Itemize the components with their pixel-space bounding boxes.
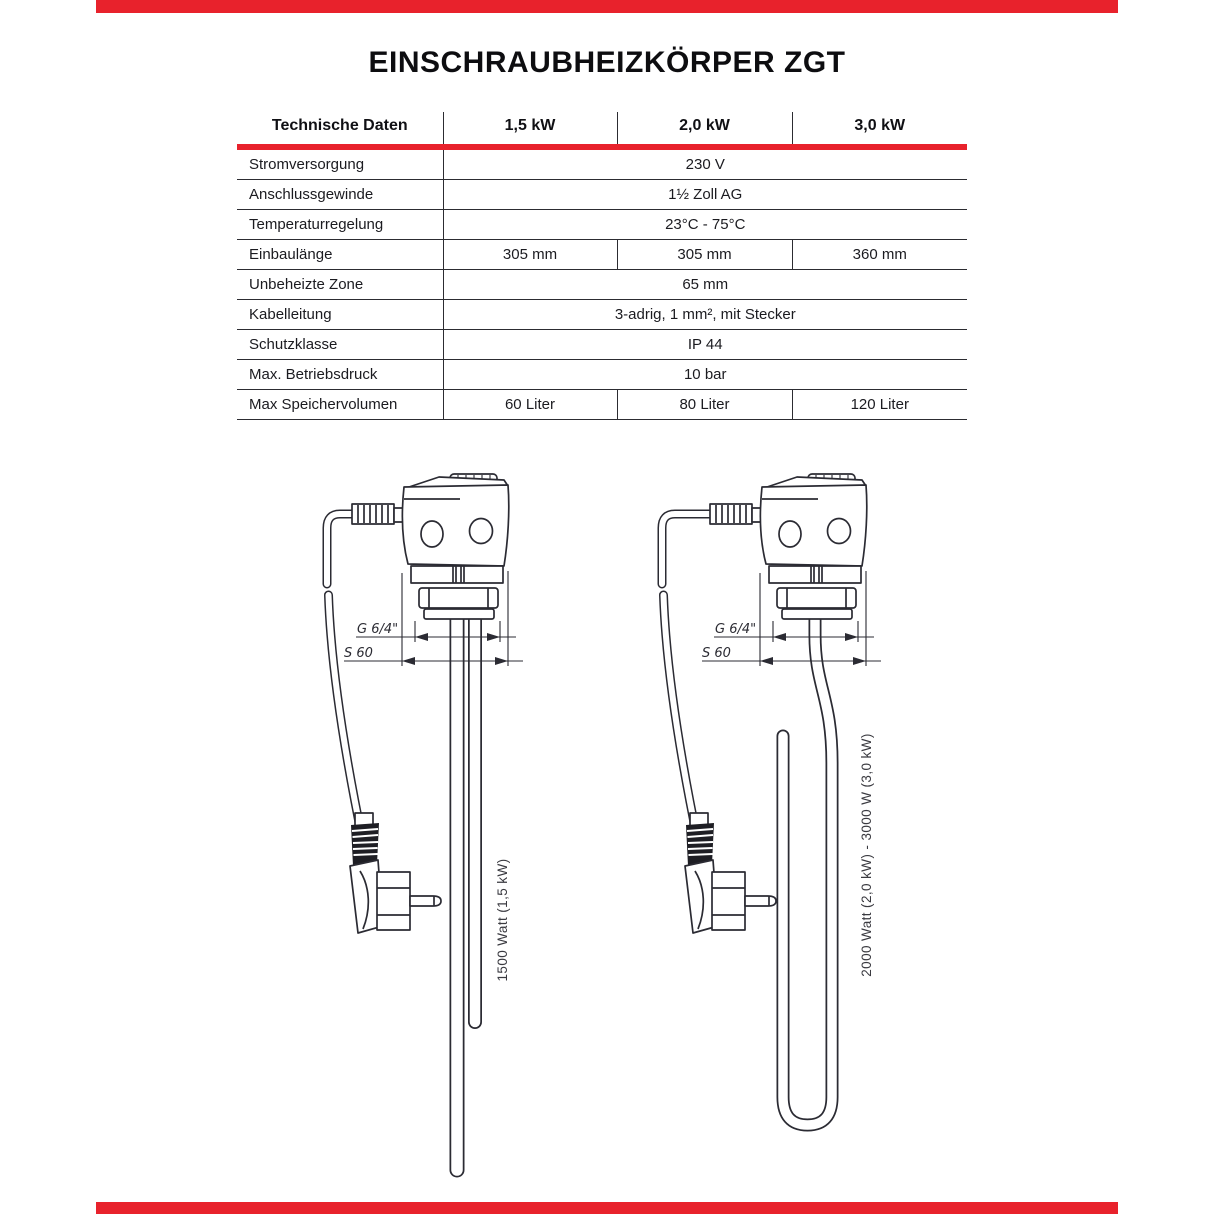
- header-1-5kw: 1,5 kW: [443, 112, 617, 147]
- table-row: [237, 300, 967, 330]
- row-value: 120 Liter: [792, 390, 967, 420]
- row-value: 23°C - 75°C: [443, 210, 967, 240]
- right-wrench-dimension-label: S 60: [702, 646, 731, 661]
- table-row: [237, 270, 967, 300]
- row-label: Unbeheizte Zone: [237, 270, 443, 300]
- right-thermostat-head: [702, 474, 881, 666]
- row-value: IP 44: [443, 330, 967, 360]
- top-red-bar: [96, 0, 1118, 13]
- table-row: [237, 330, 967, 360]
- row-value: 60 Liter: [443, 390, 617, 420]
- table-row: [237, 390, 967, 420]
- left-thread-dimension-label: G 6/4": [357, 622, 399, 637]
- row-value: 305 mm: [443, 240, 617, 270]
- left-wrench-dimension-label: S 60: [344, 646, 373, 661]
- row-label: Schutzklasse: [237, 330, 443, 360]
- technical-drawings: [300, 465, 920, 1187]
- table-row: [237, 147, 967, 180]
- right-heating-loop: [783, 615, 832, 1125]
- right-thread-dimension-label: G 6/4": [715, 622, 757, 637]
- left-heating-rod: [457, 615, 475, 1170]
- right-wattage-caption: 2000 Watt (2,0 kW) - 3000 W (3,0 kW): [859, 733, 874, 977]
- row-label: Stromversorgung: [237, 147, 443, 180]
- header-2-0kw: 2,0 kW: [617, 112, 792, 147]
- row-label: Temperaturregelung: [237, 210, 443, 240]
- row-value: 80 Liter: [617, 390, 792, 420]
- row-value: 305 mm: [617, 240, 792, 270]
- table-header: [237, 112, 967, 147]
- technical-data-table: [237, 112, 967, 420]
- row-value: 3-adrig, 1 mm², mit Stecker: [443, 300, 967, 330]
- right-cable-plug: [662, 514, 776, 933]
- table-row: [237, 210, 967, 240]
- page-title: EINSCHRAUBHEIZKÖRPER ZGT: [368, 46, 846, 79]
- row-value: 10 bar: [443, 360, 967, 390]
- bottom-red-bar: [96, 1202, 1118, 1214]
- table-row: [237, 360, 967, 390]
- table-row: [237, 180, 967, 210]
- spec-table-body: [237, 147, 967, 420]
- row-label: Max. Betriebsdruck: [237, 360, 443, 390]
- header-row: [237, 112, 967, 147]
- left-wattage-caption: 1500 Watt (1,5 kW): [495, 858, 510, 982]
- row-value: 230 V: [443, 147, 967, 180]
- row-value: 1½ Zoll AG: [443, 180, 967, 210]
- left-thermostat-head: [344, 474, 523, 666]
- table-row: [237, 240, 967, 270]
- row-value: 360 mm: [792, 240, 967, 270]
- header-technische-daten: Technische Daten: [237, 112, 443, 147]
- row-value: 65 mm: [443, 270, 967, 300]
- row-label: Max Speichervolumen: [237, 390, 443, 420]
- row-label: Kabelleitung: [237, 300, 443, 330]
- header-3-0kw: 3,0 kW: [792, 112, 967, 147]
- row-label: Einbaulänge: [237, 240, 443, 270]
- row-label: Anschlussgewinde: [237, 180, 443, 210]
